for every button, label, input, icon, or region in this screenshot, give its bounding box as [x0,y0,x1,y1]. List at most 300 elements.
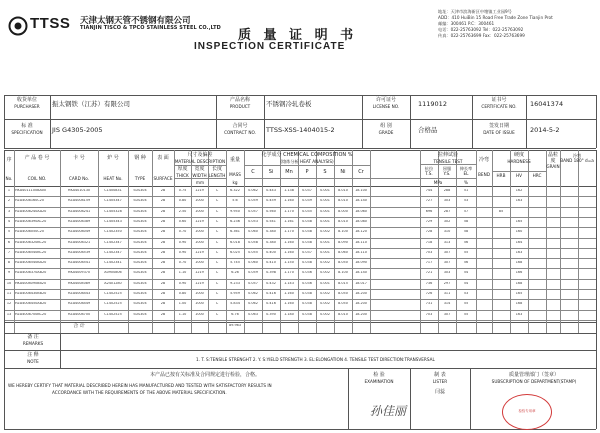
cell-hrb: 85 [498,209,504,213]
cell-si: 0.443 [266,189,276,192]
cell-mn: 1.160 [284,250,294,254]
cell-s: 0.002 [320,230,330,234]
cell-ln: C [215,250,219,254]
grid-line [472,95,473,148]
cell-surf: 2B [160,189,166,192]
cell-no: 9 [7,271,11,275]
cell-s: 0.001 [320,240,330,244]
cell-th: 1.10 [178,271,187,275]
cell-ts: 729 [425,219,433,223]
cell-card: HKA4010130 [67,189,91,192]
cell-wd: 1000 [195,240,204,244]
cell-type: SUS304 [133,219,147,223]
remarks-label: 备 注 REMARKS [22,334,44,346]
grid-line [4,248,596,249]
cell-heat: C1402525 [104,312,122,316]
grid-line [4,207,596,208]
cell-ni: 8.100 [338,230,348,234]
grid-line [4,238,596,239]
cell-surf: 2B [160,250,166,254]
cell-si: 0.560 [266,209,276,213]
cell-ys: 303 [443,271,451,275]
cell-hv: 162 [515,189,523,192]
cell-heat: C1402525 [104,292,122,295]
cell-type: SUS304 [133,199,147,203]
cell-wd: 1000 [195,209,204,213]
cell-coil: HZA4008430BB20 [15,292,47,295]
cell-coil: HKA4008090BB20 [15,281,47,285]
note-text: 1. T. S:TENSILE STRENGHT 2. Y. S:YIELD STRENGTH 3. EL:ELONGATION 4. TENSILE TEST DIRECTION:TRANSVERSAL [196,357,435,362]
cell-no: 6 [7,240,11,244]
document-title-en: INSPECTION CERTIFICATE [194,41,346,52]
grid-line [4,320,596,321]
cell-hv: 166 [515,271,523,275]
cell-s: 0.001 [320,219,330,223]
cell-wd: 1000 [195,302,204,306]
element-header: Si [268,169,274,175]
cell-s: 0.002 [320,271,330,275]
cell-coil: HZA4008540BC20 [15,250,47,254]
cell-ys: 297 [443,281,451,285]
col-thick: 厚度 THICK [176,166,189,178]
cell-ni: 8.100 [338,271,348,275]
cell-surf: 2B [160,230,166,234]
cell-ts: 717 [425,261,433,265]
cell-ln: C [215,219,219,223]
cell-no: 10 [6,281,12,285]
cell-cr: 18.110 [355,250,367,254]
cell-coil: HZA4008240AA20 [15,209,47,213]
cell-el: 56 [463,261,469,265]
cell-mn: 1.180 [284,312,294,316]
license-value: 1119012 [418,100,447,108]
grid-line [4,289,596,290]
cell-si: 0.416 [266,302,276,306]
cell-surf: 2B [160,271,166,275]
cell-ni: 8.090 [338,240,348,244]
cell-ln: C [215,292,219,295]
cell-card: HZA4008443 [67,292,91,295]
address-line: 邮编：300461 P.C：300461 [438,21,495,26]
cell-s: 0.002 [320,261,330,265]
cell-no: 13 [6,312,12,316]
col-mpa-unit: MPa [433,180,443,185]
cell-el: 58 [463,230,469,234]
company-logo-icon [8,16,28,36]
cell-th: 0.70 [178,230,187,234]
cell-card: HZA4008539 [67,250,91,254]
certify-text-en-2: ACCORDANCE WITH THE REQUIREMENTS OF THE ABOVE MATERIAL SPECIFICATION. [52,390,227,395]
cell-si: 0.390 [266,312,276,316]
col-card: 卡 号 CARD No. [68,155,90,181]
grid-line [560,150,561,333]
issue-date-label: 签发日期 DATE OF ISSUE [483,123,515,135]
grid-line [596,150,597,429]
cell-cr: 18.080 [355,219,367,223]
cell-ts: 726 [425,292,433,295]
grid-line [370,150,371,333]
cell-coil: HZA4008160C20 [15,199,44,203]
cell-p: 0.038 [302,312,312,316]
cell-th: 0.60 [178,219,187,223]
cell-ln: C [215,199,219,203]
company-logo-word: TTSS [30,15,71,32]
cell-el: 58 [463,219,469,223]
grade-value: 合格品 [418,126,438,134]
address-line: ADD：410 HuiBin 15 Road Free Trade Zone Tianjin Prot [438,15,553,20]
cell-mass: 6.236 [230,219,240,223]
grid-line [4,333,596,334]
element-header: Ni [340,169,346,175]
cell-th: 0.70 [178,261,187,265]
col-hv: HV [515,173,522,178]
cell-surf: 2B [160,219,166,223]
cell-p: 0.036 [302,281,312,285]
cell-th: 0.80 [178,199,187,203]
cell-card: HZA4008049 [67,230,91,234]
lister-label: 制 表 LISTER [432,372,448,384]
cell-c: 0.053 [248,219,258,223]
cell-el: 55 [463,302,469,306]
license-label: 许可证号 LICENSE NO. [372,97,400,109]
cell-th: 1.10 [178,312,187,316]
cell-th: 0.90 [178,240,187,244]
cell-ni: 8.050 [338,292,348,295]
cell-type: SUS304 [133,250,147,254]
cell-surf: 2B [160,292,166,295]
cell-mass: 6.018 [230,240,240,244]
cell-ln: C [215,302,219,306]
cell-hv: 163 [515,199,523,203]
cell-cr: 18.200 [355,292,367,295]
purchaser-label: 收货单位 PURCHASER [14,97,40,109]
cell-c: 0.055 [248,250,258,254]
cell-wd: 1219 [195,189,204,192]
col-hrc: HRC [532,173,542,178]
address-line: 传真：022-25763699 Fax：022-25763699 [438,33,525,38]
certificate-label: 证书号 CERTIFICATE NO. [481,97,517,109]
cell-ys: 307 [443,250,451,254]
cell-mn: 1.160 [284,292,294,295]
grid-line [348,368,349,429]
cell-c: 0.057 [248,209,258,213]
cell-ts: 727 [425,199,433,203]
cell-card: HZA4008389 [67,219,91,223]
cell-wd: 1000 [195,292,204,295]
grid-line [4,322,596,323]
cell-el: 57 [463,209,469,213]
cell-surf: 2B [160,240,166,244]
issue-date-value: 2014-5-2 [530,126,560,134]
cell-coil: HKA4011100BA00 [15,189,47,192]
cell-ln: C [215,240,219,244]
grid-line [596,95,597,148]
cell-s: 0.001 [320,199,330,203]
cell-surf: 2B [160,281,166,285]
cell-mn: 1.160 [284,240,294,244]
cell-ts: 718 [425,240,433,244]
cell-cr: 18.090 [355,261,367,265]
cell-hv: 168 [515,261,523,265]
cell-no: 12 [6,302,12,306]
cell-heat: C1402347 [104,240,122,244]
cell-mass: 5.959 [230,292,240,295]
department-label: 质量管理部门（签章） SUBSCRIPTION OF DEPARTMENT(STAMP) [491,372,577,384]
cell-heat: C1402347 [104,250,122,254]
cell-mn: 1.161 [284,219,294,223]
cell-mass: 6.025 [230,250,240,254]
cell-mass: 6.76 [231,312,239,316]
cell-mass: 6.322 [230,189,240,192]
cell-cr: 18.200 [355,312,367,316]
cell-wd: 1219 [195,271,204,275]
cell-si: 0.432 [266,281,276,285]
cell-wd: 1219 [195,281,204,285]
cell-ys: 311 [443,292,451,295]
cell-c: 0.060 [248,230,258,234]
cell-ln: C [215,271,219,275]
element-header: P [305,169,309,175]
cell-ys: 302 [443,219,451,223]
cell-ln: C [215,312,219,316]
certificate-value: 16041374 [530,100,564,108]
grid-line [4,217,596,218]
total-mass: 89.963 [229,324,241,327]
cell-mn: 1.143 [284,281,294,285]
cell-surf: 2B [160,261,166,265]
cell-wd: 1000 [195,261,204,265]
cell-wd: 1219 [195,219,204,223]
col-type: 钢 种 TYPE [134,155,146,181]
cell-type: SUS304 [133,271,147,275]
cell-type: SUS304 [133,302,147,306]
cell-heat: C1400831 [104,189,122,192]
cell-ln: C [215,189,219,192]
address-line: 电话：022-25763092 Tel：022-25763092 [438,27,524,32]
grid-line [60,333,61,368]
grid-line [578,150,579,333]
grid-line [4,119,596,120]
cell-ts: 728 [425,230,433,234]
cell-c: 0.062 [248,302,258,306]
document-title-cn: 质 量 证 明 书 [238,28,358,43]
col-heat: 炉 号 HEAT No. [103,155,123,181]
cell-ys: 288 [443,189,451,192]
cell-card: HZA4008321 [67,240,91,244]
grid-line [4,186,596,187]
cell-coil: HZA4008390AC20 [15,219,47,223]
cell-heat: C1402341 [104,261,122,265]
cell-si: 0.380 [266,240,276,244]
cell-mass: 5.6 [232,199,238,203]
cell-coil: HZA4008370AB20 [15,271,47,275]
cell-wd: 1219 [195,250,204,254]
grid-line [4,150,596,151]
cell-card: HZA4008241 [67,209,91,213]
cell-hv: 163 [515,312,523,316]
company-name-cn: 天津太钢天管不锈钢有限公司 [80,16,191,26]
grid-line [492,171,546,172]
cell-coil: HZA4008540BA20 [15,261,47,265]
cell-no: 4 [7,219,11,223]
cell-c: 0.062 [248,292,258,295]
col-grain: 晶粒度 GRAIN [546,152,560,169]
cell-heat: A2401280 [104,281,122,285]
cell-mass: 6.361 [230,230,240,234]
cell-card: HZA4008700 [67,312,91,316]
cell-cr: 18.140 [355,199,367,203]
cell-el: 55 [463,250,469,254]
grid-line [4,258,596,259]
col-ys: 屈服 Y.S. [442,166,452,176]
cell-ys: 307 [443,261,451,265]
cell-ni: 8.010 [338,189,348,192]
grid-line [4,368,596,369]
cell-coil: HZA4008050C20 [15,230,44,234]
contract-label: 合同号 CONTRACT NO. [224,123,256,135]
grid-line [4,299,596,300]
cell-el: 53 [463,199,469,203]
cell-coil: HZA4008450AB20 [15,302,47,306]
cell-heat: C1402350 [104,230,122,234]
grid-line [50,95,51,148]
cell-cr: 18.110 [355,240,367,244]
company-name-en: TIANJIN TISCO & TPCO STAINLESS STEEL CO.,LTD [80,25,221,31]
cell-el: 55 [463,312,469,316]
cell-p: 0.035 [302,209,312,213]
grid-line [4,279,596,280]
cell-ln: C [215,281,219,285]
cell-coil: HZA4008700BC20 [15,312,47,316]
cell-cr: 18.100 [355,189,367,192]
grid-line [420,164,476,165]
cell-si: 0.398 [266,271,276,275]
col-seq: 序 No. [5,157,13,181]
cell-mn: 1.160 [284,199,294,203]
cell-hv: 165 [515,219,523,223]
cell-si: 0.416 [266,292,276,295]
cell-no: 7 [7,250,11,254]
cell-si: 0.541 [266,219,276,223]
cell-th: 0.90 [178,281,187,285]
cell-s: 0.002 [320,292,330,295]
note-label: 注 释 NOTE [27,352,39,364]
grid-line [420,178,476,179]
grid-line [264,95,265,148]
cell-hv: 168 [515,302,523,306]
cell-si: 0.459 [266,199,276,203]
cell-el: 56 [463,240,469,244]
cell-si: 0.400 [266,250,276,254]
cell-mass: 9.233 [230,281,240,285]
contract-value: TTSS-XSS-1404015-2 [266,126,335,134]
cell-cr: 18.200 [355,302,367,306]
product-value: 不锈钢冷轧卷板 [266,100,312,108]
cell-c: 0.059 [248,199,258,203]
cell-ys: 313 [443,240,451,244]
examination-label: 检 验 EXAMINATION [364,372,394,384]
cell-hv: 164 [515,240,523,244]
cell-ts: 721 [425,271,433,275]
cell-mass: 6.26 [231,271,239,275]
cell-ys: 314 [443,302,451,306]
specification-value: JIS G4305-2005 [52,126,103,134]
grid-line [4,350,596,351]
col-hardness: 硬度 HARDNESS [507,152,531,164]
cell-c: 0.058 [248,240,258,244]
cell-type: SUS304 [133,189,147,192]
cell-type: SUS304 [133,261,147,265]
element-header: Mn [285,169,293,175]
cell-ni: 8.010 [338,199,348,203]
cell-th: 2.50 [178,209,187,213]
cell-hv: 160 [515,230,523,234]
grid-line [410,95,411,148]
cell-cr: 18.140 [355,271,367,275]
grid-line [4,429,596,430]
cell-surf: 2B [160,312,166,316]
cell-th: 0.75 [178,189,187,192]
cell-no: 2 [7,199,11,203]
col-el: 伸长率 EL [459,166,473,176]
cell-ts: 744 [425,189,433,192]
cell-ts: 703 [425,312,433,316]
cell-el: 51 [463,189,469,192]
cell-c: 0.063 [248,312,258,316]
cell-mass: 9.950 [230,209,240,213]
element-header: S [323,169,327,175]
cell-no: 5 [7,230,11,234]
lister-name: 闫蕊 [434,389,445,395]
cell-hv: 165 [515,292,523,295]
grid-line [4,268,596,269]
col-tensile: 拉伸试验 TENSILE TEST [433,152,463,164]
cell-cr: 18.017 [355,281,367,285]
cell-el: 53 [463,292,469,295]
grid-line [4,196,596,197]
col-ts: 抗拉 T.S. [424,166,434,176]
cell-heat: C1405343 [104,219,122,223]
cell-c: 0.062 [248,189,258,192]
cell-no: 8 [7,261,11,265]
cell-th: 0.90 [178,250,187,254]
cell-mass: 5.745 [230,261,240,265]
cell-p: 0.038 [302,261,312,265]
grid-line [4,95,5,148]
cell-ni: 8.060 [338,250,348,254]
cell-card: HKA4008089 [67,281,91,285]
grid-line [4,95,596,96]
col-bend: 冷弯 BEND [478,157,490,177]
cell-el: 54 [463,281,469,285]
grid-line [216,95,217,148]
cell-s: 0.001 [320,281,330,285]
purchaser-value: 振太钢铁（江苏）有限公司 [52,100,130,108]
cell-mn: 1.150 [284,261,294,265]
cell-ys: 310 [443,230,451,234]
cell-surf: 2B [160,302,166,306]
cell-card: HKA4009370 [67,271,91,275]
grid-line [174,178,226,179]
cell-surf: 2B [160,199,166,203]
cell-heat: C1405347 [104,199,122,203]
cell-ni: 8.010 [338,219,348,223]
cell-ys: 287 [443,209,451,213]
cell-hv: 168 [515,281,523,285]
cell-ln: C [215,209,219,213]
col-width: 宽度 WIDTH [192,166,207,178]
cell-type: SUS304 [133,292,147,295]
